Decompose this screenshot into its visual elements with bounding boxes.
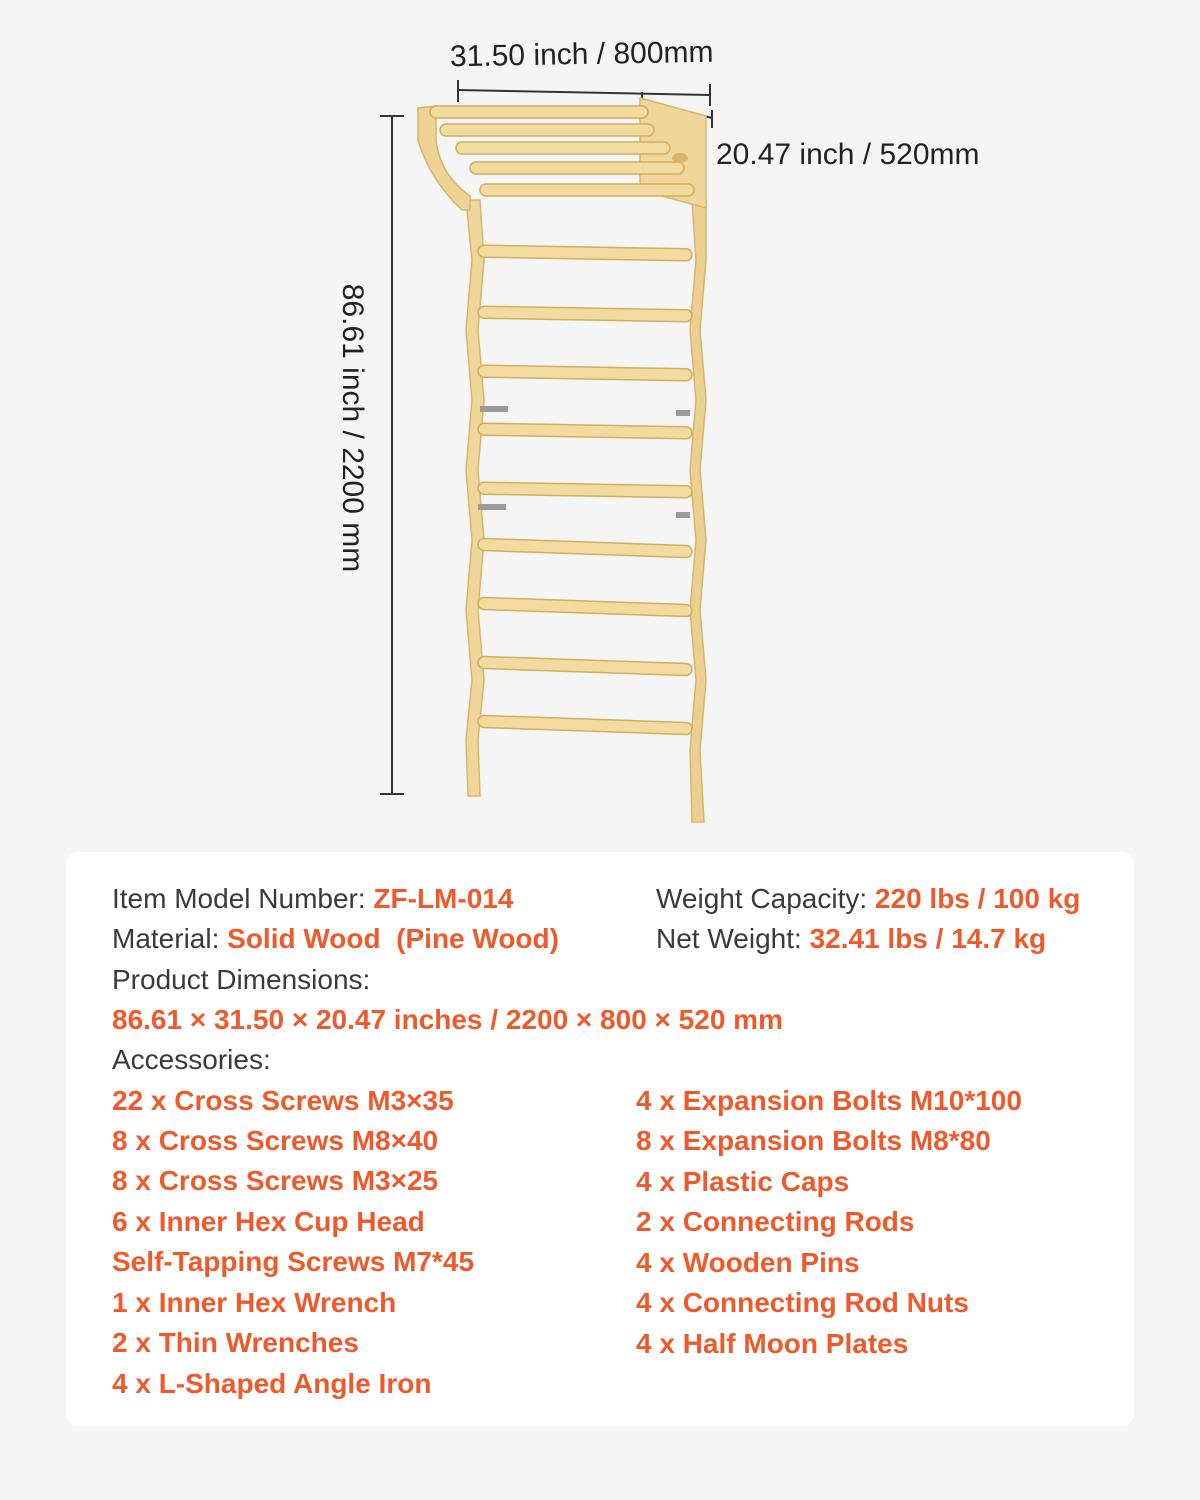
accessory-item: 4 x Plastic Caps (636, 1166, 850, 1197)
accessory-item: 8 x Cross Screws M3×25 (112, 1165, 439, 1196)
accessory-item: 4 x L-Shaped Angle Iron (112, 1368, 432, 1399)
net-weight-row (656, 922, 1046, 956)
accessory-item: 4 x Connecting Rod Nuts (636, 1287, 969, 1318)
bracket (478, 504, 506, 510)
rung (478, 538, 692, 557)
pull-up-bar-frame (418, 98, 706, 210)
rung (478, 306, 692, 322)
model-number-label: Item Model Number: (112, 883, 366, 914)
weight-capacity-row (656, 882, 1080, 916)
model-number-value: ZF-LM-014 (373, 883, 514, 914)
spec-card (66, 852, 1134, 1426)
width-dimension-line (458, 80, 710, 106)
left-rail (466, 200, 484, 796)
top-bar (470, 162, 684, 174)
weight-capacity-label: Weight Capacity: (656, 883, 868, 914)
accessories-label (112, 1043, 271, 1077)
product-dimensions-value: 86.61 × 31.50 × 20.47 inches / 2200 × 800 × 520 mm (112, 1004, 783, 1035)
top-bar (430, 106, 648, 118)
accessories-label-text: Accessories: (112, 1044, 271, 1075)
rung (478, 597, 692, 616)
material-label: Material: (112, 923, 220, 954)
accessory-item: 8 x Expansion Bolts M8*80 (636, 1125, 991, 1156)
accessory-item: 6 x Inner Hex Cup Head (112, 1206, 425, 1237)
accessory-item: 8 x Cross Screws M8×40 (112, 1125, 439, 1156)
material-value: Solid Wood (Pine Wood) (227, 923, 559, 954)
top-bar (480, 184, 694, 196)
weight-capacity-value: 220 lbs / 100 kg (874, 883, 1081, 914)
rung (478, 715, 692, 734)
height-dimension-line (380, 116, 404, 794)
left-top-bracket (418, 106, 470, 210)
accessory-item: Self-Tapping Screws M7*45 (112, 1246, 475, 1277)
top-bar (440, 124, 654, 136)
product-dimensions-value-row (112, 1003, 783, 1037)
rung (478, 365, 692, 381)
bracket (676, 512, 690, 518)
handle-hole (672, 153, 688, 163)
accessory-item: 2 x Thin Wrenches (112, 1327, 359, 1358)
rung (478, 482, 692, 498)
accessory-item: 4 x Expansion Bolts M10*100 (636, 1085, 1022, 1116)
depth-dimension-label: 20.47 inch / 520mm (716, 138, 980, 171)
width-dimension-label: 31.50 inch / 800mm (449, 35, 714, 74)
bracket (480, 406, 508, 412)
model-number-row (112, 882, 513, 916)
bracket (676, 410, 690, 416)
product-dimensions-label (112, 963, 370, 997)
height-dimension-label: 86.61 inch / 2200 mm (336, 283, 369, 573)
accessory-item: 22 x Cross Screws M3×35 (112, 1085, 454, 1116)
top-bar (456, 142, 670, 154)
accessory-item: 4 x Wooden Pins (636, 1247, 860, 1278)
rung (478, 656, 692, 675)
material-row (112, 922, 559, 956)
rung (478, 245, 692, 261)
accessory-item: 1 x Inner Hex Wrench (112, 1287, 397, 1318)
product-dimensions-label-text: Product Dimensions: (112, 964, 371, 995)
accessory-item: 2 x Connecting Rods (636, 1206, 915, 1237)
net-weight-label: Net Weight: (656, 923, 802, 954)
ladder-rungs (478, 245, 692, 735)
net-weight-value: 32.41 lbs / 14.7 kg (809, 923, 1047, 954)
rung (478, 423, 692, 439)
accessory-item: 4 x Half Moon Plates (636, 1328, 909, 1359)
mounting-brackets (478, 406, 690, 518)
